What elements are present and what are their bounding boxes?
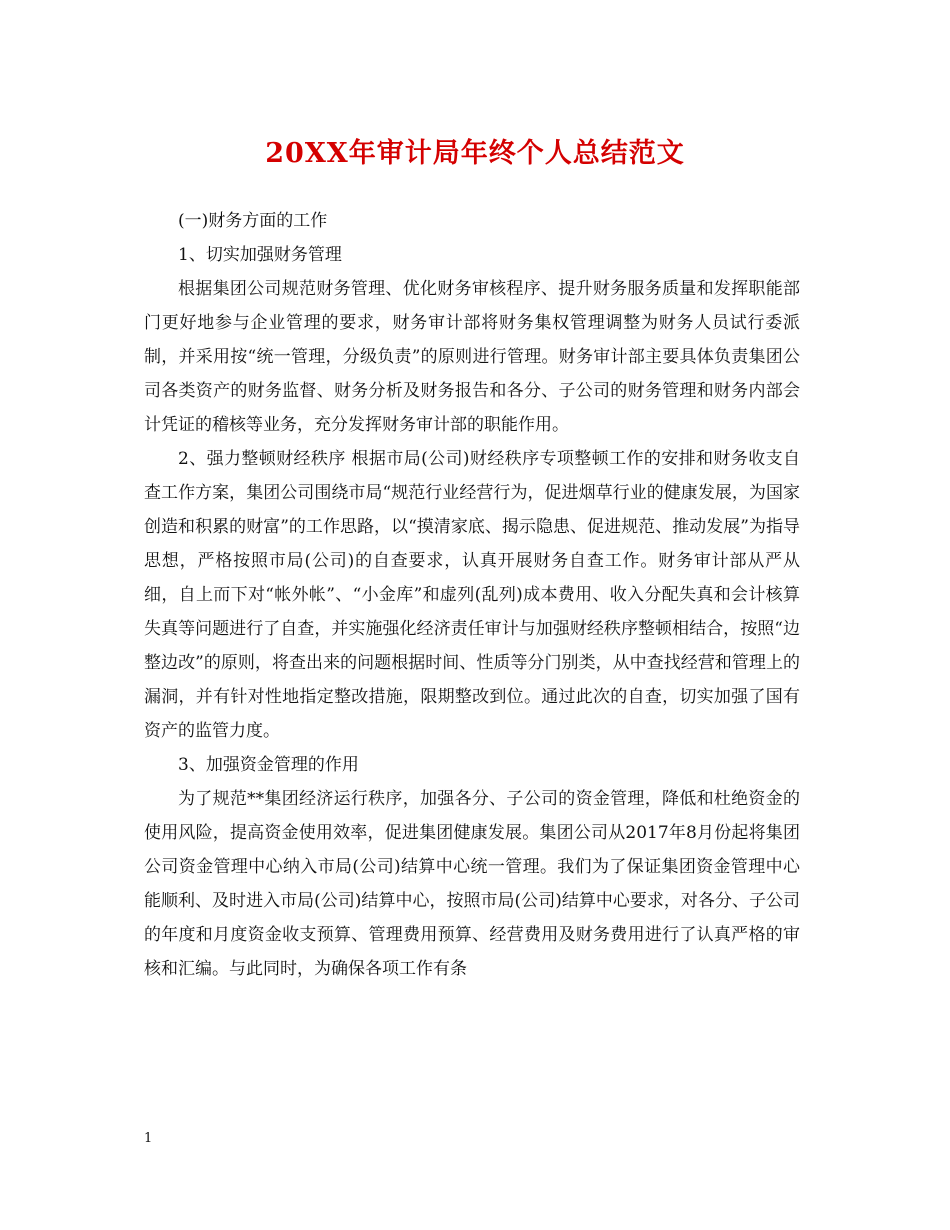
page-number: 1 bbox=[144, 1131, 153, 1146]
body-paragraph: 根据集团公司规范财务管理、优化财务审核程序、提升财务服务质量和发挥职能部门更好地参与企业管理的要求，财务审计部将财务集权管理调整为财务人员试行委派制，并采用按“统一管理，分级负责”的原则进行管理。财务审计部主要具体负责集团公司各类资产的财务监督、财务分析及财务报告和各分、子公司的财务管理和财务内部会计凭证的稽核等业务，充分发挥财务审计部的职能作用。 bbox=[144, 279, 800, 435]
section-heading: (一)财务方面的工作 bbox=[178, 211, 328, 231]
body-paragraph: 为了规范**集团经济运行秩序，加强各分、子公司的资金管理，降低和杜绝资金的使用风险，提高资金使用效率，促进集团健康发展。集团公司从2017年8月份起将集团公司资金管理中心纳入市局(公司)结算中心统一管理。我们为了保证集团资金管理中心能顺利、及时进入市局(公司)结算中心，按照市局(公司)结算中心要求，对各分、子公司的年度和月度资金收支预算、管理费用预算、经营费用及财务费用进行了认真严格的审核和汇编。与此同时，为确保各项工作有条 bbox=[144, 789, 800, 979]
subsection-heading: 3、加强资金管理的作用 bbox=[178, 755, 359, 775]
document-body bbox=[144, 204, 800, 986]
subsection-heading: 1、切实加强财务管理 bbox=[178, 245, 342, 265]
document-title: 20XX年审计局年终个人总结范文 bbox=[265, 138, 685, 169]
body-paragraph: 2、强力整顿财经秩序 根据市局(公司)财经秩序专项整顿工作的安排和财务收支自查工作方案，集团公司围绕市局“规范行业经营行为，促进烟草行业的健康发展，为国家创造和积累的财富”的工作思路，以“摸清家底、揭示隐患、促进规范、推动发展”为指导思想，严格按照市局(公司)的自查要求，认真开展财务自查工作。财务审计部从严从细，自上而下对“帐外帐”、“小金库”和虚列(乱列)成本费用、收入分配失真和会计核算失真等问题进行了自查，并实施强化经济责任审计与加强财经秩序整顿相结合，按照“边整边改”的原则，将查出来的问题根据时间、性质等分门别类，从中查找经营和管理上的漏洞，并有针对性地指定整改措施，限期整改到位。通过此次的自查，切实加强了国有资产的监管力度。 bbox=[144, 449, 800, 741]
